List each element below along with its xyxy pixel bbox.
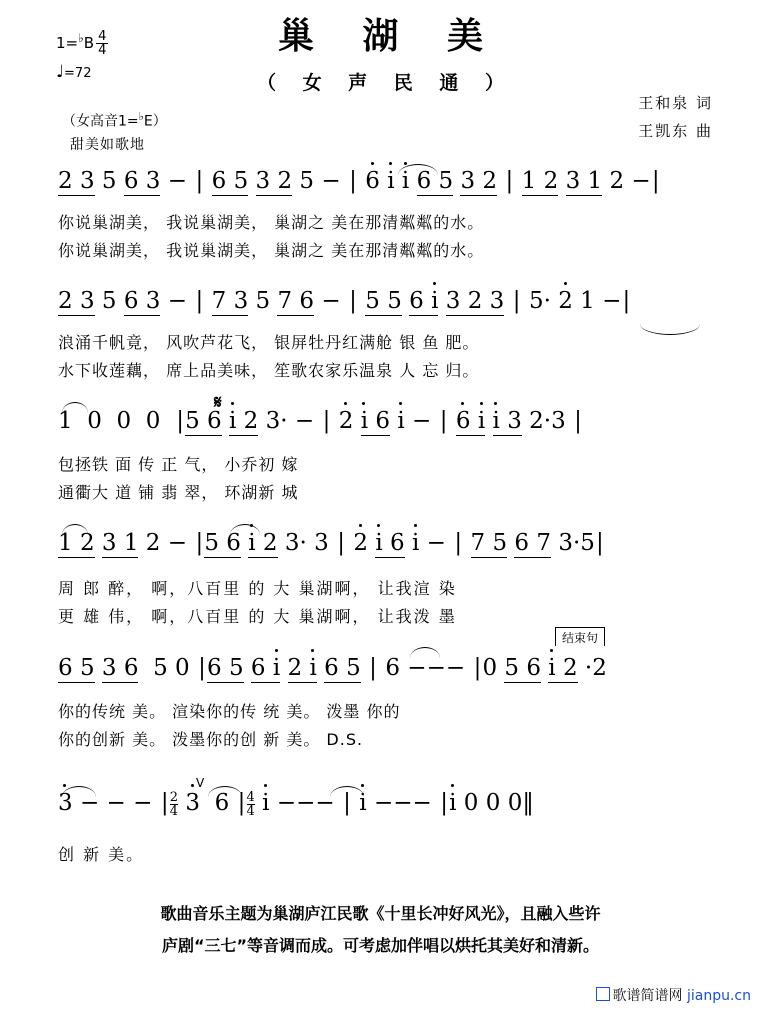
watermark-site-name: 歌谱简谱网 <box>612 988 683 1004</box>
system-3-lyric-2: 通衢大 道 铺 翡 翠， 环湖新 城 <box>58 483 299 502</box>
quarter-note-icon: ♩ <box>56 62 65 82</box>
system-4-lyric-2: 更 雄 伟， 啊，八百里 的 大 巢湖啊， 让我泼 墨 <box>58 607 457 626</box>
slur-icon <box>398 164 438 175</box>
expression-marking: 甜美如歌地 <box>70 137 145 153</box>
credit-composer: 王凯东 曲 <box>638 122 713 140</box>
key-signature <box>56 30 108 57</box>
slur-icon <box>640 324 700 335</box>
voice-range-note: （女高音1=♭E） <box>62 110 167 130</box>
ending-label: 结束句 <box>555 627 605 646</box>
system-1-lyric-2: 你说巢湖美， 我说巢湖美， 巢湖之 美在那清粼粼的水。 <box>58 241 485 260</box>
site-logo-icon <box>596 987 610 1001</box>
system-5-notes: 6 5 3 6 5 0 |6 5 6 i 2 i 6 5 | 6 −−− |0 5 6 i 2 ·2 <box>58 655 607 681</box>
slur-icon <box>410 647 440 658</box>
system-6-notes: 3 − − − | $\frac{2}{4}$ 3 6 | $\frac{4}{4}$ i −−− | i −−− |i 0 0 0‖ <box>58 789 534 819</box>
tempo-value: =72 <box>64 66 92 81</box>
key-letter: B <box>83 34 95 52</box>
system-2-notes: 2 3 5 6 3 − | 7 3 5 7 6 − | 5 5 6 i 3 2 3 | 5· 2 1 −| <box>58 288 631 314</box>
system-2-lyric-1: 浪涌千帆竟， 风吹芦花飞， 银屏牡丹红满舱 银 鱼 肥。 <box>58 333 480 352</box>
meter-numerator: 4 <box>98 29 107 44</box>
key-accidental: ♭ <box>78 31 84 45</box>
system-4-notes: 1 2 3 1 2 − |5 6 i 2 3· 3 | 2 i 6 i − | 7 5 6 7 3·5| <box>58 530 604 556</box>
breath-mark-icon: V <box>196 776 205 790</box>
tempo-marking <box>56 62 91 82</box>
system-4-lyric-1: 周 郎 醉， 啊，八百里 的 大 巢湖啊， 让我渲 染 <box>58 579 457 598</box>
key-label: 1= <box>56 34 79 52</box>
system-5-lyric-2: 你的创新 美。 泼墨你的创 新 美。 D.S. <box>58 730 364 749</box>
time-signature <box>96 30 108 57</box>
watermark-url: jianpu.cn <box>686 988 751 1004</box>
footnote-line-1: 歌曲音乐主题为巢湖庐江民歌《十里长冲好风光》，且融入些许 <box>160 904 601 923</box>
system-1-lyric-1: 你说巢湖美， 我说巢湖美， 巢湖之 美在那清粼粼的水。 <box>58 213 485 232</box>
credit-lyricist: 王和泉 词 <box>638 94 713 112</box>
system-6-lyric-1: 创 新 美。 <box>58 845 145 864</box>
meter-change-2-den: 4 <box>246 803 255 819</box>
footnote-line-2: 庐剧“三七”等音调而成。可考虑加伴唱以烘托其美好和清新。 <box>161 936 600 955</box>
watermark <box>596 985 751 1005</box>
system-3-lyric-1: 包拯铁 面 传 正 气， 小乔初 嫁 <box>58 455 299 474</box>
system-1-notes: 2 3 5 6 3 − | 6 5 3 2 5 − | 6 i i 6 5 3 2 | 1 2 3 1 2 −| <box>58 168 660 194</box>
page-title: 巢 湖 美 <box>277 16 502 57</box>
segno-icon: 𝄋 <box>214 392 222 413</box>
system-2-lyric-2: 水下收莲藕， 席上品美味， 笙歌农家乐温泉 人 忘 归。 <box>58 361 480 380</box>
system-3-notes: 1 0 0 0 |5 6 i 2 3· − | 2 i 6 i − | 6 i i 3 2·3 | <box>58 408 582 434</box>
page-subtitle: （ 女 声 民 通 ） <box>256 72 515 94</box>
meter-change-1-den: 4 <box>169 803 179 819</box>
meter-denominator: 4 <box>98 43 107 58</box>
system-5-lyric-1: 你的传统 美。 渲染你的传 统 美。 泼墨 你的 <box>58 702 401 721</box>
meter-change-1-num: 2 <box>169 789 179 805</box>
meter-change-2-num: 4 <box>246 789 255 805</box>
